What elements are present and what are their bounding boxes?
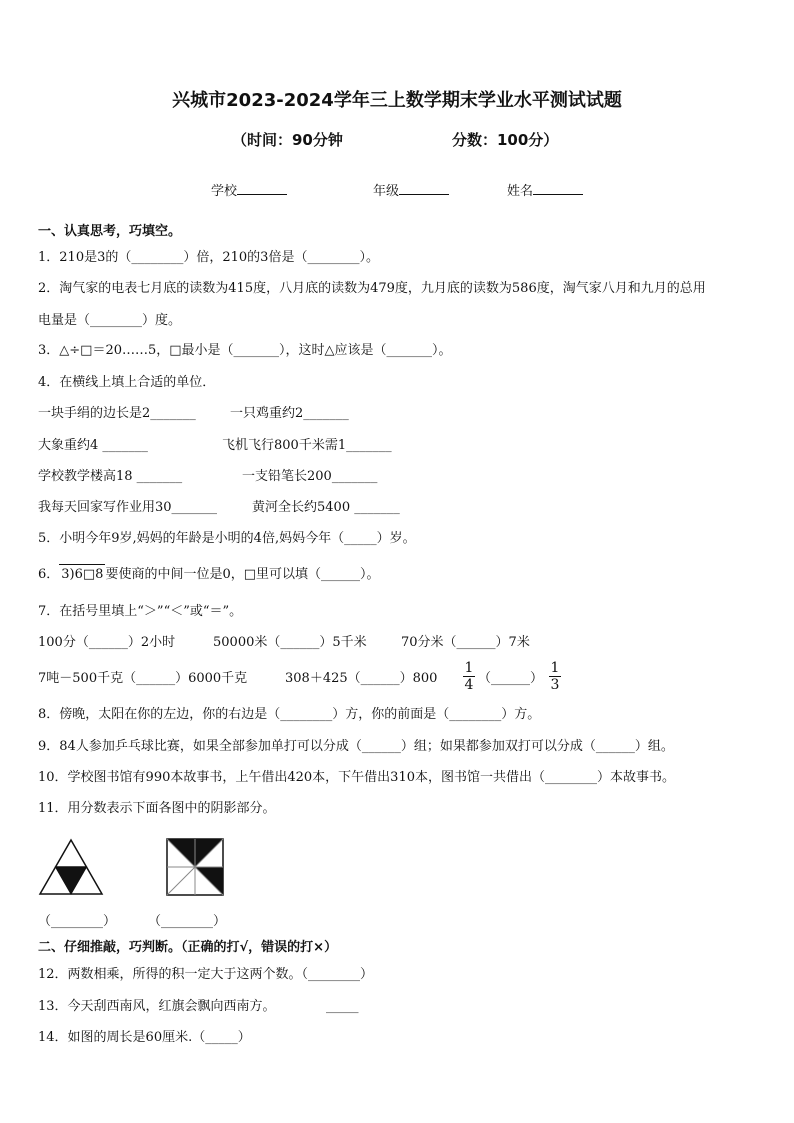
- q7-row-2-b: 308＋425（______）800: [285, 671, 438, 686]
- q7-row-1-a: 100分（______）2小时: [38, 635, 176, 650]
- q4-row-1-b: 一只鸡重约2_______: [230, 406, 349, 421]
- q11-answer-2: （________）: [148, 914, 227, 929]
- q11-answer-1: （________）: [38, 914, 117, 929]
- fraction-1-denominator: 4: [464, 677, 474, 693]
- question-12: 12．两数相乘，所得的积一定大于这两个数。（________）: [38, 967, 374, 982]
- question-4: 4．在横线上填上合适的单位．: [38, 375, 216, 390]
- question-11: 11．用分数表示下面各图中的阴影部分。: [38, 801, 276, 816]
- time-limit: （时间：90分钟: [232, 131, 343, 149]
- q7-row-1-c: 70分米（______）7米: [401, 635, 530, 650]
- grade-field[interactable]: [373, 180, 449, 199]
- question-3: 3．△÷□＝20……5，□最小是（_______），这时△应该是（_______）。: [38, 343, 452, 358]
- question-2-line-2: 电量是（________）度。: [38, 313, 182, 328]
- q4-row-1-a: 一块手绢的边长是2_______: [38, 406, 196, 421]
- q6-number: 6．: [38, 567, 60, 582]
- q7-row-1-b: 50000米（______）5千米: [213, 635, 367, 650]
- section-2-heading: 二、仔细推敲，巧判断。（正确的打√，错误的打×）: [38, 940, 338, 955]
- question-7: 7．在括号里填上“＞”“＜”或“＝”。: [38, 604, 243, 619]
- question-6: [38, 564, 380, 585]
- q4-row-4-b: 黄河全长约5400 _______: [252, 500, 400, 515]
- fraction-one-quarter: [463, 660, 475, 693]
- fraction-2-numerator: 1: [550, 660, 560, 676]
- question-1: 1．210是3的（________）倍，210的3倍是（________）。: [38, 250, 379, 265]
- square-figure: [166, 838, 224, 896]
- q4-row-2-b: 飞机飞行800千米需1_______: [222, 438, 392, 453]
- q7-row-2-a: 7吨－500千克（______）6000千克: [38, 671, 248, 686]
- question-10: 10．学校图书馆有990本故事书，上午借出420本，下午借出310本，图书馆一共借出（________）本故事书。: [38, 770, 675, 785]
- name-field[interactable]: [507, 180, 583, 199]
- name-blank[interactable]: [533, 180, 583, 195]
- total-score: 分数：100分）: [452, 131, 559, 149]
- q4-row-3-b: 一支铅笔长200_______: [242, 469, 378, 484]
- q4-row-4-a: 我每天回家写作业用30_______: [38, 500, 218, 515]
- q13-answer-blank[interactable]: _____: [326, 999, 359, 1014]
- page-title: 兴城市2023-2024学年三上数学期末学业水平测试试题: [172, 90, 622, 111]
- q6-division-figure: 3)6□8: [59, 564, 105, 585]
- q4-row-3-a: 学校教学楼高18 _______: [38, 469, 183, 484]
- question-2-line-1: 2．淘气家的电表七月底的读数为415度，八月底的读数为479度，九月底的读数为586度，淘气家八月和九月的总用: [38, 281, 706, 296]
- grade-blank[interactable]: [399, 180, 449, 195]
- question-8: 8．傍晚，太阳在你的左边，你的右边是（________）方，你的前面是（________）方。: [38, 707, 541, 722]
- q6-text: 要使商的中间一位是0，□里可以填（______）。: [105, 567, 380, 582]
- fraction-one-third: [549, 660, 561, 693]
- section-1-heading: 一、认真思考，巧填空。: [38, 224, 182, 239]
- fraction-2-denominator: 3: [550, 677, 560, 693]
- question-9: 9．84人参加乒乓球比赛，如果全部参加单打可以分成（______）组；如果都参加双打可以分成（______）组。: [38, 739, 674, 754]
- question-13: 13．今天刮西南风，红旗会飘向西南方。: [38, 999, 276, 1014]
- school-blank[interactable]: [237, 180, 287, 195]
- fraction-1-numerator: 1: [464, 660, 474, 676]
- school-field[interactable]: [211, 180, 287, 199]
- question-14: 14．如图的周长是60厘米.（_____）: [38, 1030, 251, 1045]
- q4-row-2-a: 大象重约4 _______: [38, 438, 148, 453]
- school-label: 学校: [211, 184, 238, 199]
- question-5: 5．小明今年9岁,妈妈的年龄是小明的4倍,妈妈今年（_____）岁。: [38, 531, 416, 546]
- triangle-figure: [38, 838, 104, 896]
- name-label: 姓名: [507, 184, 534, 199]
- q7-row-2-c: （______）: [478, 671, 544, 686]
- grade-label: 年级: [373, 184, 400, 199]
